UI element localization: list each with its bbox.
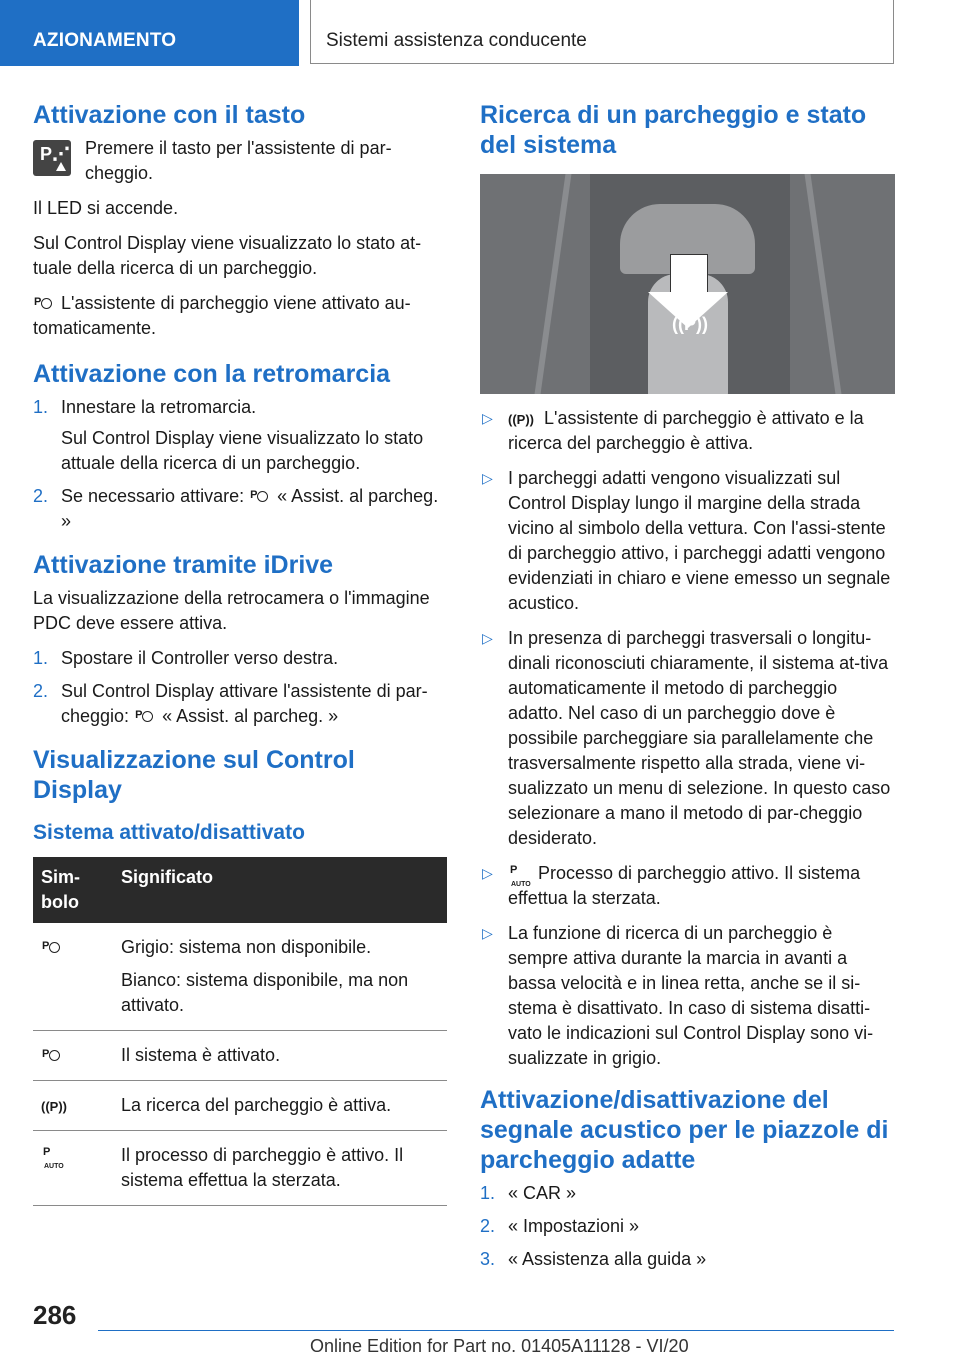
symbol-table [33, 857, 447, 1206]
parking-assistant-icon: P [134, 706, 156, 724]
section-tab [0, 0, 299, 66]
parking-assistant-icon: P [41, 1045, 63, 1063]
status-bullets [480, 406, 895, 1071]
table-header-meaning: Significato [113, 857, 447, 923]
heading-reverse-gear: Attivazione con la retromarcia [33, 360, 391, 388]
reverse-steps [33, 395, 447, 534]
triangle-bullet-icon: ▷ [482, 630, 493, 646]
list-item: 2. Se necessario attivare: P « Assist. al parcheg. » [33, 486, 439, 531]
heading-control-display: Visualizzazione sul Control Display [33, 746, 355, 804]
page-number: 286 [33, 1300, 77, 1330]
parking-search-active-icon: ((P)) [508, 412, 534, 427]
list-item: ▷ La funzione di ricerca di un parcheggio è sempre attiva durante la marcia in avanti a bassa velocità e in linea retta, anche se il si-stema è disattivato. In caso di sistema disatti-vato le indicazioni sul Control Display sono vi-sualizzate in grigio. [482, 923, 874, 1068]
subheading-system-status: Sistema attivato/disattivato [33, 821, 305, 844]
display-status-text: Sul Control Display viene visualizzato lo stato at-tuale della ricerca di un parcheggio. [33, 233, 422, 278]
table-row: ((P)) La ricerca del parcheggio è attiva. [33, 1081, 447, 1131]
left-column [33, 100, 447, 1206]
idrive-steps [33, 646, 447, 729]
right-column [480, 100, 895, 1284]
heading-idrive: Attivazione tramite iDrive [33, 551, 334, 579]
section-title: AZIONAMENTO [33, 30, 177, 51]
chapter-tab [310, 0, 894, 64]
idrive-intro: La visualizzazione della retrocamera o l'immagine PDC deve essere attiva. [33, 588, 430, 633]
parking-assistant-button-icon: P⋰ [33, 140, 71, 176]
control-display-image [480, 174, 895, 394]
parking-auto-steer-icon: P AUTO [43, 1146, 64, 1170]
auto-activated-text: P L'assistente di parcheggio viene attivato au-tomaticamente. [33, 293, 411, 338]
list-item: ▷ I parcheggi adatti vengono visualizzati sul Control Display lungo il margine della strada vicino al simbolo della vettura. Con l'assi-stente di parcheggio attivo, i parcheggi adatti vengono evidenziati in chiaro e viene emesso un segnale acustico. [482, 468, 891, 613]
chapter-title: Sistemi assistenza conducente [326, 30, 587, 51]
list-item: 1. « CAR » [480, 1183, 577, 1203]
list-item: ▷ P AUTO Processo di parcheggio attivo. Il sistema effettua la sterzata. [482, 863, 861, 908]
button-instruction-text: Premere il tasto per l'assistente di par-cheggio. [85, 138, 392, 183]
list-item: 2. Sul Control Display attivare l'assistente di par-cheggio: P « Assist. al parcheg. » [33, 681, 428, 726]
table-row: P Grigio: sistema non disponibile. Bianco: sistema disponibile, ma non attivato. [33, 923, 447, 1031]
table-row: P AUTO Il processo di parcheggio è attivo. Il sistema effettua la sterzata. [33, 1131, 447, 1206]
parking-assistant-icon: P [33, 293, 55, 311]
heading-activation-button: Attivazione con il tasto [33, 101, 306, 129]
table-row: P Il sistema è attivato. [33, 1031, 447, 1081]
arrow-icon [670, 254, 708, 296]
table-header-symbol: Sim-bolo [33, 857, 113, 923]
parking-search-active-icon: ((P)) [41, 1099, 67, 1114]
footer-edition: Online Edition for Part no. 01405A11128 - VI/20 [310, 1336, 689, 1356]
table-header-row [33, 857, 447, 923]
triangle-bullet-icon: ▷ [482, 925, 493, 941]
led-text: Il LED si accende. [33, 198, 179, 218]
parking-search-active-icon: ((P)) [672, 314, 708, 334]
parking-assistant-icon: P [41, 937, 63, 955]
footer-divider [98, 1330, 894, 1331]
list-item: 2. « Impostazioni » [480, 1216, 640, 1236]
button-instruction [33, 136, 447, 186]
acoustic-steps [480, 1181, 895, 1272]
list-item: 1. Spostare il Controller verso destra. [33, 648, 339, 668]
triangle-bullet-icon: ▷ [482, 865, 493, 881]
parking-assistant-icon: P [249, 486, 271, 504]
list-item: 3. « Assistenza alla guida » [480, 1249, 707, 1269]
triangle-bullet-icon: ▷ [482, 470, 493, 486]
heading-acoustic-signal: Attivazione/disattivazione del segnale acustico per le piazzole di parcheggio adatte [480, 1086, 889, 1174]
triangle-bullet-icon: ▷ [482, 410, 493, 426]
list-item: ▷ ((P)) L'assistente di parcheggio è attivato e la ricerca del parcheggio è attiva. [482, 408, 864, 453]
list-item: ▷ In presenza di parcheggi trasversali o longitu-dinali riconosciuti chiaramente, il sistema at-tiva automaticamente il metodo di parcheggio adatto. Nel caso di un parcheggio dove è possibile parcheggiare sia parallelamente che trasversalmente rispetto alla strada, viene vi-sualizzato un menu di selezione. In questo caso selezionare a mano il metodo di par-cheggio desiderato. [482, 628, 891, 848]
list-item: 1. Innestare la retromarcia. Sul Control Display viene visualizzato lo stato attuale della ricerca di un parcheggio. [33, 397, 424, 473]
heading-parking-search: Ricerca di un parcheggio e stato del sistema [480, 101, 867, 159]
parking-auto-steer-icon: P AUTO [510, 864, 531, 888]
